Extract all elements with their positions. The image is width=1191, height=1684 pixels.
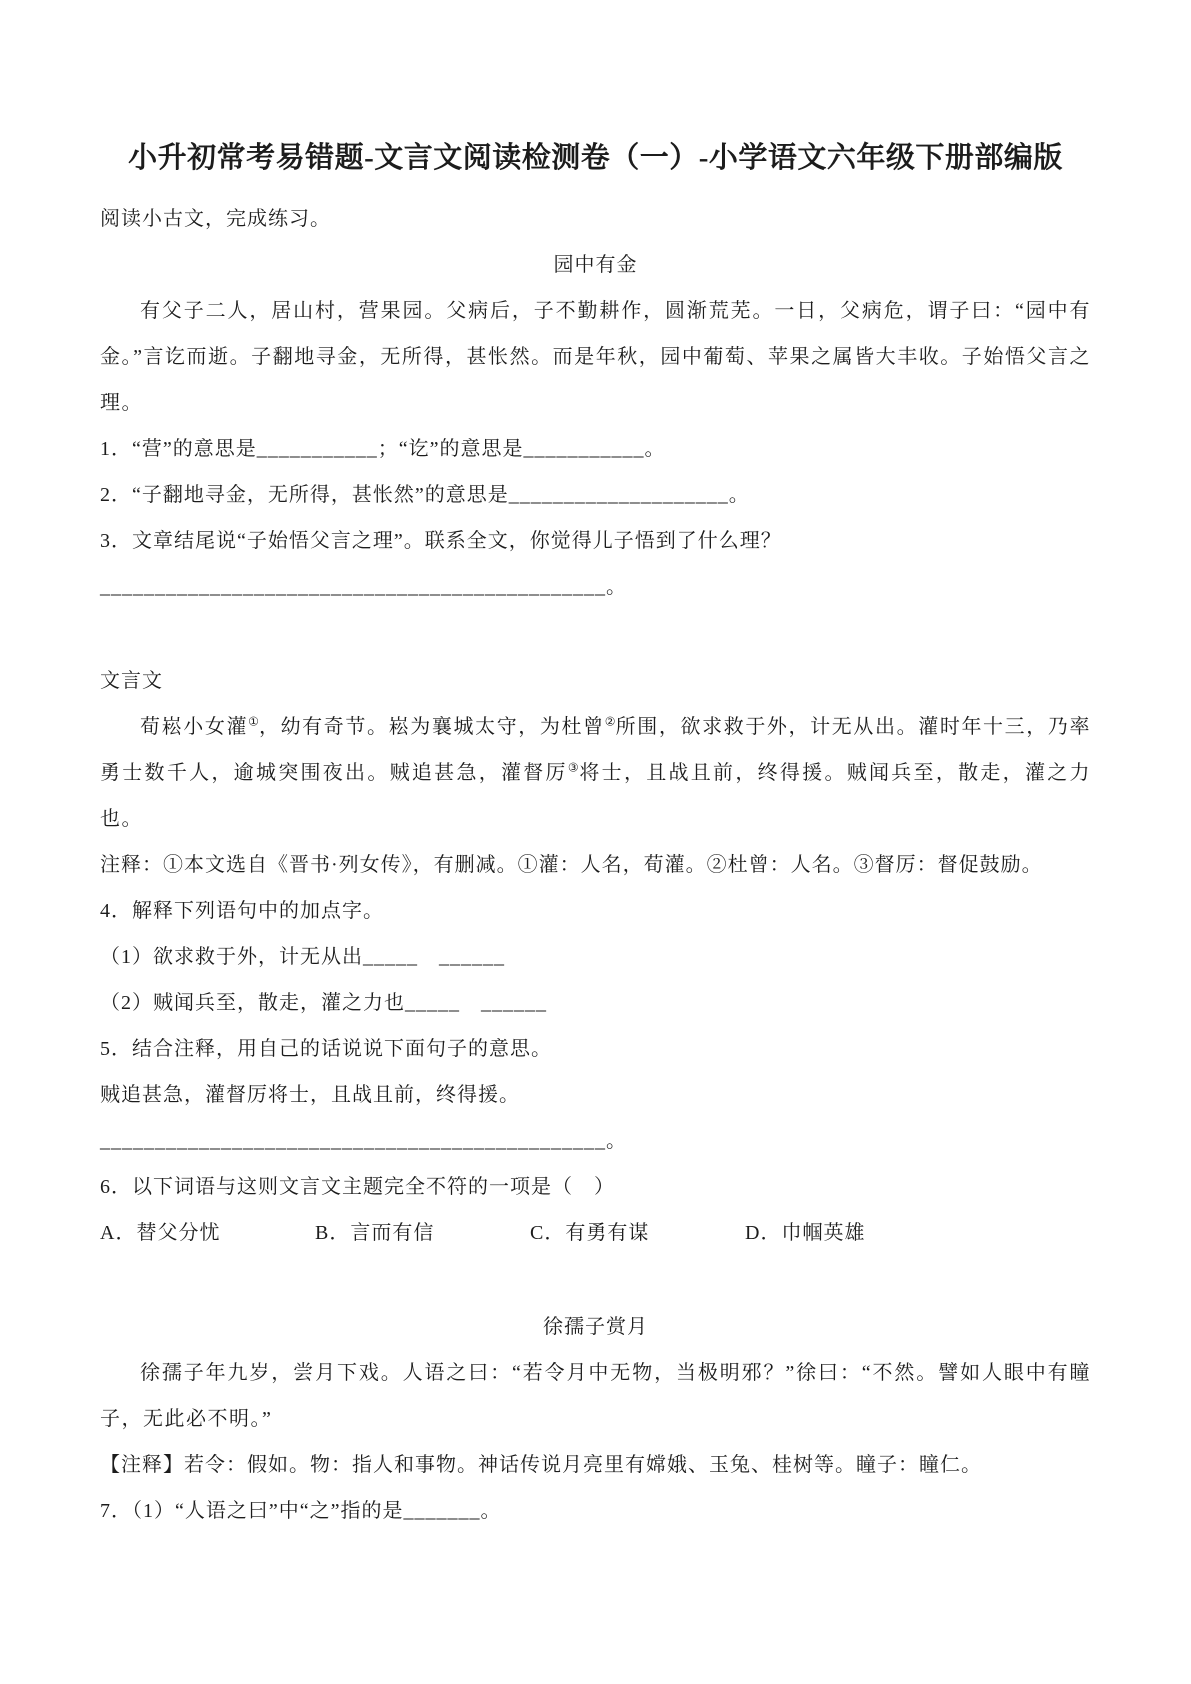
intro-line: 阅读小古文，完成练习。	[100, 208, 331, 230]
passage2-body	[100, 704, 1091, 842]
question-2: 2．“子翻地寻金，无所得，甚怅然”的意思是____________________。	[100, 484, 750, 506]
passage2-text-3: 所围，欲求救于外，计无从出。灌时年十三，乃率勇士数千人，逾城突围夜出。贼追甚急，灌督厉	[100, 716, 1092, 784]
passage2-notes: 注释：①本文选自《晋书·列女传》，有删减。①灌：人名，荀灌。②杜曾：人名。③督厉：督促鼓励。	[100, 854, 1043, 876]
passage2-text-1: 荀崧小女灌	[140, 716, 249, 738]
answer-blank-q3: ______________________________________________。	[100, 576, 627, 598]
footnote-marker-2: ②	[604, 714, 616, 729]
question-4-item-1: （1）欲求救于外，计无从出_____ ______	[100, 946, 505, 968]
passage2-text-4: 将士，且战且前，终得援。贼闻兵至，散走，灌之力也。	[100, 762, 1092, 830]
question-4-item-2: （2）贼闻兵至，散走，灌之力也_____ ______	[100, 992, 547, 1014]
option-b: B．言而有信	[315, 1222, 435, 1244]
answer-blank-q5: ______________________________________________。	[100, 1130, 627, 1152]
passage1-title: 园中有金	[553, 254, 638, 276]
passage3-body: 徐孺子年九岁，尝月下戏。人语之曰：“若令月中无物，当极明邪？”徐曰：“不然。譬如人眼中有瞳子，无此必不明。”	[100, 1362, 1091, 1430]
question-1: 1．“营”的意思是___________；“讫”的意思是___________。	[100, 438, 666, 460]
passage3-title: 徐孺子赏月	[543, 1316, 648, 1338]
passage2-label: 文言文	[100, 670, 163, 692]
footnote-marker-3: ③	[567, 760, 580, 775]
question-5-sentence: 贼追甚急，灌督厉将士，且战且前，终得援。	[100, 1084, 520, 1106]
passage2-text-2: ，幼有奇节。崧为襄城太守，为杜曾	[258, 716, 605, 738]
footnote-marker-1: ①	[248, 714, 259, 729]
passage1-body: 有父子二人，居山村，营果园。父病后，子不勤耕作，圆渐荒芜。一日，父病危，谓子曰：“园中有金。”言讫而逝。子翻地寻金，无所得，甚怅然。而是年秋，园中葡萄、苹果之属皆大丰收。子始悟父言之理。	[100, 300, 1091, 414]
option-a: A．替父分忧	[100, 1222, 221, 1244]
option-d: D．巾帼英雄	[745, 1222, 866, 1244]
question-6: 6．以下词语与这则文言文主题完全不符的一项是（ ）	[100, 1176, 615, 1198]
passage3-notes: 【注释】若令：假如。物：指人和事物。神话传说月亮里有嫦娥、玉兔、桂树等。瞳子：瞳仁。	[100, 1454, 982, 1476]
question-5: 5．结合注释，用自己的话说说下面句子的意思。	[100, 1038, 552, 1060]
options-row	[100, 1210, 1091, 1256]
question-7: 7．（1）“人语之曰”中“之”指的是_______。	[100, 1500, 502, 1522]
question-4: 4．解释下列语句中的加点字。	[100, 900, 384, 922]
option-c: C．有勇有谋	[530, 1222, 650, 1244]
document-title: 小升初常考易错题-文言文阅读检测卷（一）-小学语文六年级下册部编版	[128, 142, 1063, 174]
question-3: 3．文章结尾说“子始悟父言之理”。联系全文，你觉得儿子悟到了什么理？	[100, 530, 782, 552]
